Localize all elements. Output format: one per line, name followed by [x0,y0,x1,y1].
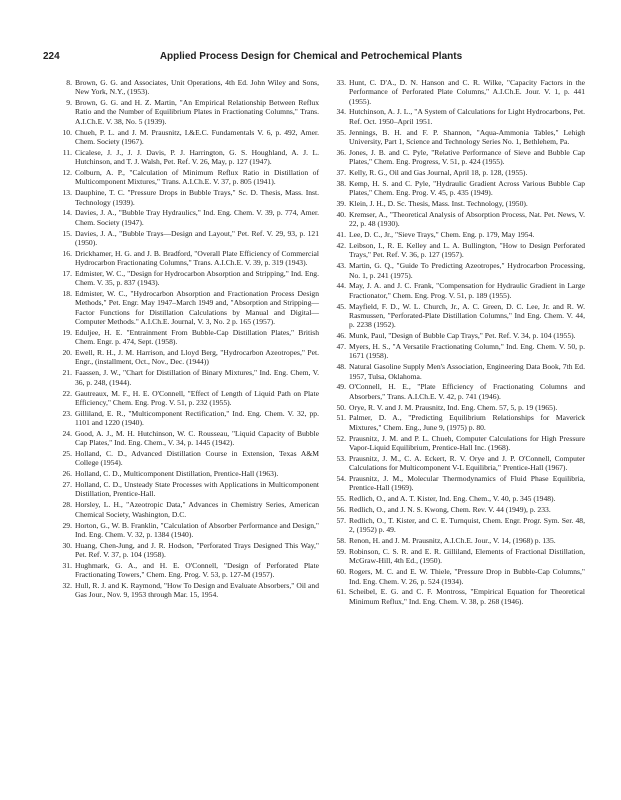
reference-item [57,348,319,367]
reference-text: Kemp, H. S. and C. Pyle, "Hydraulic Gradient Across Various Bubble Cap Plates," Chem. Eng. Prog. V. 45, p. 435 (1949). [349,178,585,198]
reference-item [331,342,585,361]
reference-text: Holland, C. D., Unsteady State Processes with Applications in Multicomponent Distillation, Prentice-Hall. [75,480,319,499]
reference-text: Huang, Chen-Jung, and J. R. Hodson, "Perforated Trays Designed This Way," Pet. Ref. V. 37, p. 104 (1958). [75,540,319,560]
reference-item [57,449,319,468]
reference-text: Kremser, A., "Theoretical Analysis of Absorption Process, Nat. Pet. News, V. 22, p. 48 (1930). [349,210,585,229]
reference-number: 43. [336,261,346,271]
reference-number: 27. [62,480,72,490]
references-left-column [57,78,319,601]
reference-item [331,382,585,401]
reference-number: 42. [336,241,346,251]
reference-text: Munk, Paul, "Design of Bubble Cap Trays," Pet. Ref. V. 34, p. 104 (1955). [349,331,576,341]
reference-item [331,210,585,229]
reference-text: Chueh, P. L. and J. M. Prausnitz, I.&E.C. Fundamentals V. 6, p. 492, Amer. Chem. Society (1967). [75,127,319,146]
reference-item [331,403,585,412]
reference-number: 13. [62,188,72,198]
reference-number: 22. [62,388,72,398]
reference-number: 29. [62,520,72,530]
reference-item [331,230,585,239]
reference-text: Orye, R. V. and J. M. Prausnitz, Ind. Eng. Chem. 57, 5, p. 19 (1965). [349,402,558,412]
reference-number: 23. [62,408,72,418]
reference-text: Holland, C. D., Advanced Distillation Course in Extension, Texas A&M College (1954). [75,449,319,468]
reference-number: 41. [336,230,346,240]
reference-number: 10. [62,127,72,137]
reference-number: 48. [336,362,346,372]
reference-number: 14. [62,208,72,218]
reference-number: 47. [336,342,346,352]
reference-text: Davies, J. A., "Bubble Trays—Design and Layout," Pet. Ref. V. 29, 93, p. 121 (1950). [75,228,319,247]
reference-text: Scheibel, E. G. and C. F. Montross, "Empirical Equation for Theoretical Minimum Reflux," Ind. Eng. Chem. V. 38, p. 268 (1946). [349,587,585,606]
reference-item [57,429,319,448]
reference-item [331,536,585,545]
reference-item [331,413,585,432]
reference-item [57,269,319,288]
reference-item [331,261,585,280]
reference-text: Cicalese, J. J., J. J. Davis, P. J. Harrington, G. S. Houghland, A. J. L. Hutchinson, and T. J. Walsh, Pet. Ref. V. 26, May, p. 127 (1947). [75,147,319,167]
reference-text: Lee, D. C., Jr., "Sieve Trays," Chem. Eng. p. 179, May 1954. [349,230,535,240]
reference-item [331,362,585,381]
reference-item [57,561,319,580]
reference-item [57,168,319,187]
reference-number: 39. [336,199,346,209]
reference-number: 51. [336,413,346,423]
reference-text: Edmister, W. C., "Hydrocarbon Absorption and Fractionation Process Design Methods," Pet. Engr. May 1947–March 1949 and, "Absorption and Stripping—Factor Functions for Distillation Calculations by Manual and Digital—Computer Methods." A.I.Ch.E. Journal, V. 3, No. 2 p. 165 (1957). [75,289,319,327]
reference-text: Rogers, M. C. and E. W. Thiele, "Pressure Drop in Bubble-Cap Columns," Ind. Eng. Chem. V. 26, p. 524 (1934). [349,567,585,586]
reference-number: 11. [62,147,72,157]
reference-text: Natural Gasoline Supply Men's Association, Engineering Data Book, 7th Ed. 1957, Tulsa, Oklahoma. [349,362,585,381]
reference-number: 30. [62,540,72,550]
reference-number: 35. [336,127,346,137]
reference-text: Jones, J. B. and C. Pyle, "Relative Performance of Sieve and Bubble Cap Plates," Chem. Eng. Progress, V. 51, p. 424 (1955). [349,147,585,167]
reference-item [331,168,585,177]
reference-number: 40. [336,210,346,220]
reference-number: 24. [62,428,72,438]
reference-number: 38. [336,178,346,188]
reference-number: 56. [336,505,346,515]
reference-item [331,241,585,260]
reference-text: Horsley, L. H., "Azeotropic Data," Advances in Chemistry Series, American Chemical Society, Washington, D.C. [75,500,319,519]
reference-number: 55. [336,494,346,504]
reference-item [57,229,319,248]
reference-text: Gilliland, E. R., "Multicomponent Rectification," Ind. Eng. Chem. V. 32, pp. 1101 and 1220 (1940). [75,408,319,427]
reference-item [331,148,585,167]
reference-item [331,199,585,208]
reference-number: 59. [336,547,346,557]
reference-number: 34. [336,107,346,117]
reference-text: Hunt, C. D'A., D. N. Hanson and C. R. Wilke, "Capacity Factors in the Performance of Perforated Plate Columns," A.I.Ch.E. Jour. V. 1, p. 441 (1955). [349,78,585,106]
reference-text: Redlich, O., and J. N. S. Kwong, Chem. Rev. V. 44 (1949), p. 233. [349,505,551,515]
reference-text: Leibson, I., R. E. Kelley and L. A. Bullington, "How to Design Perforated Trays," Pet. Ref. V. 36, p. 127 (1957). [349,241,585,260]
reference-item [57,249,319,268]
reference-number: 37. [336,168,346,178]
reference-item [331,281,585,300]
reference-text: Hull, R. J. and K. Raymond, "How To Design and Evaluate Absorbers," Oil and Gas Jour., Nov. 9, 1953 through Mar. 15, 1954. [75,581,319,600]
reference-text: Horton, G., W. B. Franklin, "Calculation of Absorber Performance and Design," Ind. Eng. Chem. V. 32, p. 1384 (1940). [75,520,319,539]
reference-text: Holland, C. D., Multicomponent Distillation, Prentice-Hall (1963). [75,469,279,479]
reference-item [331,547,585,566]
reference-number: 19. [62,327,72,337]
reference-text: Colburn, A. P., "Calculation of Minimum Reflux Ratio in Distillation of Multicomponent Mixtures," Trans. A.I.Ch.E. V. 37, p. 805 (1941). [75,168,319,187]
reference-item [331,302,585,330]
reference-number: 58. [336,536,346,546]
reference-item [57,541,319,560]
reference-item [57,409,319,428]
reference-number: 12. [62,168,72,178]
reference-text: Davies, J. A., "Bubble Tray Hydraulics," Ind. Eng. Chem. V. 39, p. 774, Amer. Chem. Society (1947). [75,208,319,227]
reference-text: Klein, J. H., D. Sc. Thesis, Mass. Inst. Technology, (1950). [349,199,528,209]
reference-number: 15. [62,228,72,238]
reference-text: Mayfield, F. D., W. L. Church, Jr., A. C. Green, D. C. Lee, Jr. and R. W. Rasmussen, "Perforated-Plate Distillation Columns," Ind Eng. Chem. V. 44, p. 2238 (1952). [349,301,585,330]
reference-text: Prausnitz, J. M., Molecular Thermodynamics of Fluid Phase Equilibria, Prentice-Hall (1969). [349,474,585,493]
reference-text: Myers, H. S., "A Versatile Fractionating Column," Ind. Eng. Chem. V. 50, p. 1671 (1958). [349,342,585,361]
reference-text: Eduljee, H. E. "Entrainment From Bubble-Cap Distillation Plates," British Chem. Engr. p. 474, Sept. (1958). [75,327,319,347]
reference-text: Drickhamer, H. G. and J. B. Bradford, "Overall Plate Efficiency of Commercial Hydrocarbon Fractionating Columns," Trans. A.I.Ch.E. V. 39, p. 319 (1943). [75,248,319,268]
reference-item [57,328,319,347]
reference-number: 45. [336,301,346,311]
reference-text: Prausnitz, J. M., C. A. Eckert, R. V. Orye and J. P. O'Connell, Computer Calculations for Multicomponent V-L Equilibria," Prentice-Hall (1967). [349,453,585,473]
reference-text: Renon, H. and J. M. Prausnitz, A.I.Ch.E. Jour., V. 14, (1968) p. 135. [349,536,556,546]
reference-item [57,78,319,97]
reference-item [331,567,585,586]
reference-text: Faassen, J. W., "Chart for Distillation of Binary Mixtures," Ind. Eng. Chem, V. 36, p. 248, (1944). [75,368,319,387]
reference-number: 8. [66,78,72,87]
reference-number: 53. [336,453,346,463]
reference-text: Martin, G. Q., "Guide To Predicting Azeotropes," Hydrocarbon Processing, No. 1, p. 241 (1975). [349,261,585,280]
reference-number: 20. [62,348,72,358]
reference-number: 36. [336,147,346,157]
page-number: 224 [43,51,60,62]
reference-item [57,188,319,207]
reference-item [331,107,585,126]
reference-item [331,331,585,340]
running-title: Applied Process Design for Chemical and Petrochemical Plants [159,51,463,62]
reference-number: 57. [336,516,346,526]
reference-number: 17. [62,268,72,278]
reference-text: Prausnitz, J. M. and P. L. Chueh, Computer Calculations for High Pressure Vapor-Liquid Equilibrium, Prentice-Hall Inc. (1968). [349,433,585,452]
reference-number: 46. [336,331,346,341]
reference-text: Brown, G. G. and H. Z. Martin, "An Empirical Relationship Between Reflux Ratio and the Number of Equilibrium Plates in Fractionating Columns," Trans. A.I.Ch.E. V. 38, No. 5 (1939). [75,98,319,126]
reference-number: 32. [62,581,72,591]
reference-number: 31. [62,560,72,570]
reference-text: Good, A. J., M. H. Hutchinson, W. C. Rousseau, "Liquid Capacity of Bubble Cap Plates," Ind. Eng. Chem., V. 34, p. 1445 (1942). [75,428,319,448]
reference-number: 60. [336,567,346,577]
reference-text: May, J. A. and J. C. Frank, "Compensation for Hydraulic Gradient in Large Fractionator," Chem. Eng. Prog. V. 51, p. 189 (1955). [349,281,585,300]
reference-text: Edmister, W. C., "Design for Hydrocarbon Absorption and Stripping," Ind. Eng. Chem. V. 35, p. 837 (1943). [75,268,319,288]
reference-number: 61. [336,587,346,597]
reference-text: Brown, G. G. and Associates, Unit Operations, 4th Ed. John Wiley and Sons, New York, N.Y., (1953). [75,78,319,97]
reference-text: Ewell, R. H., J. M. Harrison, and Lloyd Berg, "Hydrocarbon Azeotropes," Pet. Engr., (installment, Oct., Nov., Dec. (1944)) [75,348,319,367]
reference-item [57,469,319,478]
reference-item [331,128,585,147]
reference-item [331,587,585,606]
reference-item [331,474,585,493]
reference-number: 16. [62,248,72,258]
reference-number: 21. [62,368,72,378]
reference-item [57,289,319,326]
reference-item [57,128,319,147]
reference-item [331,505,585,514]
reference-text: Hutchinson, A. J. L., "A System of Calculations for Light Hydrocarbons, Pet. Ref. Oct. 1950–April 1951. [349,107,585,126]
reference-text: Palmer, D. A., "Predicting Equilibrium Relationships for Maverick Mixtures," Chem. Eng., June 9, (1975) p. 80. [349,413,585,432]
reference-number: 28. [62,500,72,510]
reference-text: O'Connell, H. E., "Plate Efficiency of Fractionating Columns and Absorbers," Trans. A.I.Ch.E. V. 42, p. 741 (1946). [349,382,585,401]
reference-number: 49. [336,382,346,392]
reference-number: 44. [336,281,346,291]
reference-item [331,179,585,198]
reference-item [331,516,585,535]
reference-number: 52. [336,433,346,443]
reference-number: 50. [336,402,346,412]
reference-item [331,78,585,106]
reference-item [57,368,319,387]
reference-number: 54. [336,474,346,484]
reference-item [57,148,319,167]
reference-number: 26. [62,469,72,479]
reference-item [57,581,319,600]
reference-item [57,480,319,499]
reference-text: Kelly, R. G., Oil and Gas Journal, April 18, p. 128, (1955). [349,168,528,178]
reference-number: 25. [62,449,72,459]
reference-item [57,208,319,227]
reference-item [57,521,319,540]
page-header [43,51,579,65]
reference-text: Dauphine, T. C. "Pressure Drops in Bubble Trays," Sc. D. Thesis, Mass. Inst. Technology (1939). [75,188,319,207]
reference-item [331,494,585,503]
reference-number: 18. [62,289,72,299]
reference-text: Hughmark, G. A., and H. E. O'Connell, "Design of Perforated Plate Fractionating Towers," Chem. Eng. Prog. V. 53, p. 127-M (1957). [75,560,319,580]
reference-number: 33. [336,78,346,87]
reference-text: Redlich, O., and A. T. Kister, Ind. Eng. Chem., V. 40, p. 345 (1948). [349,494,556,504]
reference-item [57,389,319,408]
reference-item [57,500,319,519]
reference-text: Gautreaux, M. F., H. E. O'Connell, "Effect of Length of Liquid Path on Plate Efficiency," Chem. Eng. Prog. V. 51, p. 232 (1955). [75,388,319,407]
reference-text: Jennings, B. H. and F. P. Shannon, "Aqua-Ammonia Tables," Lehigh University, Part 1, Science and Technology Series No. 1, Bethlehem, Pa. [349,127,585,146]
reference-item [57,98,319,126]
reference-number: 9. [66,98,72,108]
reference-text: Redlich, O., T. Kister, and C. E. Turnquist, Chem. Engr. Progr. Sym. Ser. 48, 2, (1952) p. 49. [349,516,585,535]
reference-item [331,454,585,473]
references-right-column [331,78,585,608]
reference-text: Robinson, C. S. R. and E. R. Gilliland, Elements of Fractional Distillation, McGraw-Hill, 4th Ed., (1950). [349,547,585,566]
reference-item [331,434,585,453]
